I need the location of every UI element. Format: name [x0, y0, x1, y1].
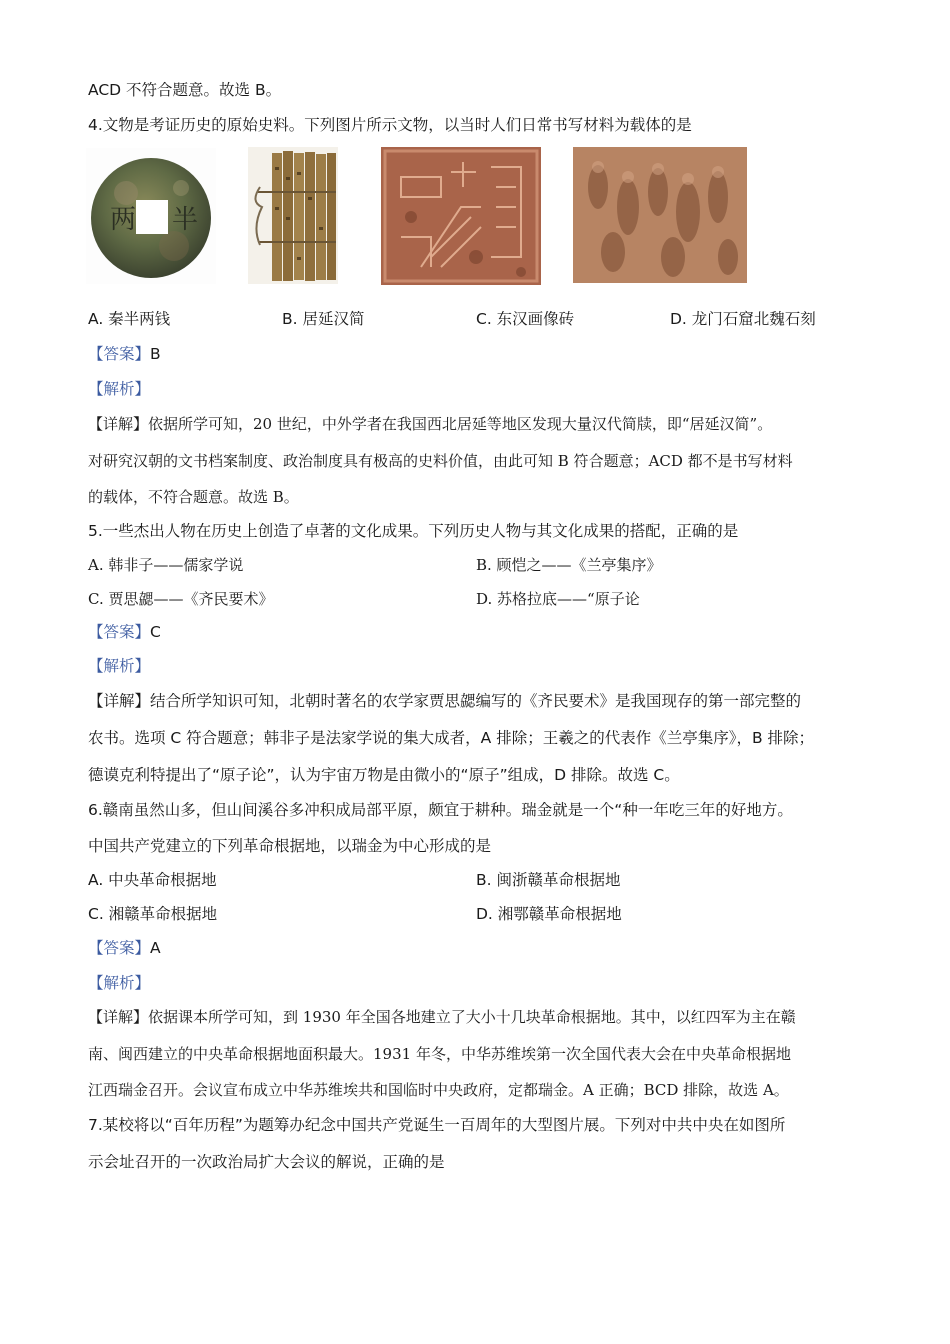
prev-answer-line: ACD 不符合题意。故选 B。	[88, 81, 282, 99]
longmen-stone-carving-image	[573, 147, 747, 283]
ban-liang-coin-image	[86, 148, 216, 284]
answer-tag: 【答案】	[88, 939, 151, 957]
detail-tag: 【详解】	[88, 415, 149, 433]
answer-tag: 【答案】	[88, 345, 151, 363]
q4-stem: 4.文物是考证历史的原始史料。下列图片所示文物，以当时人们日常书写材料为载体的是	[88, 116, 692, 134]
q5-option-c: C. 贾思勰——《齐民要术》	[88, 590, 274, 608]
q5-stem: 5.一些杰出人物在历史上创造了卓著的文化成果。下列历史人物与其文化成果的搭配，正确的是	[88, 522, 739, 540]
q6-option-a: A. 中央革命根据地	[88, 871, 217, 889]
answer-value: A	[150, 939, 161, 957]
q6-answer	[88, 937, 161, 959]
q4-option-d: D. 龙门石窟北魏石刻	[670, 310, 816, 328]
q7-stem-line-1: 7.某校将以“百年历程”为题筹办纪念中国共产党诞生一百周年的大型图片展。下列对中共中央在如图所	[88, 1116, 786, 1134]
q5-detail-line-2: 农书。选项 C 符合题意；韩非子是法家学说的集大成者，A 排除；王羲之的代表作《兰亭集序》，B 排除；	[88, 729, 815, 747]
q6-stem-line-2: 中国共产党建立的下列革命根据地，以瑞金为中心形成的是	[88, 837, 492, 855]
q5-analysis-tag: 【解析】	[88, 657, 151, 675]
q4-detail-line-3: 的载体，不符合题意。故选 B。	[88, 488, 299, 506]
q6-option-c: C. 湘赣革命根据地	[88, 905, 218, 923]
q6-option-d: D. 湘鄂赣革命根据地	[476, 905, 622, 923]
detail-tag: 【详解】	[88, 1008, 149, 1026]
q4-detail-line-1	[88, 413, 772, 435]
q6-detail-line-3: 江西瑞金召开。会议宣布成立中华苏维埃共和国临时中央政府，定都瑞金。A 正确；BCD 排除，故选 A。	[88, 1081, 789, 1099]
q4-analysis-tag: 【解析】	[88, 380, 151, 398]
q4-answer	[88, 343, 161, 365]
coin-glyph-right: 半	[172, 205, 199, 235]
detail-tag: 【详解】	[88, 692, 151, 710]
q5-answer	[88, 621, 161, 643]
q4-option-b: B. 居延汉简	[282, 310, 365, 328]
q7-stem-line-2: 示会址召开的一次政治局扩大会议的解说，正确的是	[88, 1153, 445, 1171]
coin-glyph-left: 两	[110, 205, 137, 235]
answer-value: B	[150, 345, 161, 363]
q6-analysis-tag: 【解析】	[88, 974, 151, 992]
detail-text: 结合所学知识可知，北朝时著名的农学家贾思勰编写的《齐民要术》是我国现存的第一部完整的	[150, 692, 802, 710]
q5-option-b: B. 顾恺之——《兰亭集序》	[476, 556, 662, 574]
q6-detail-line-1	[88, 1006, 796, 1028]
q6-option-b: B. 闽浙赣革命根据地	[476, 871, 621, 889]
juyan-bamboo-slips-image	[248, 147, 338, 284]
q5-detail-line-1	[88, 690, 801, 712]
han-pictorial-brick-image	[381, 147, 541, 285]
q5-option-a: A. 韩非子——儒家学说	[88, 556, 244, 574]
detail-text: 依据所学可知，20 世纪，中外学者在我国西北居延等地区发现大量汉代简牍，即“居延汉简”。	[148, 415, 773, 433]
answer-tag: 【答案】	[88, 623, 151, 641]
q6-stem-line-1: 6.赣南虽然山多，但山间溪谷多冲积成局部平原，颇宜于耕种。瑞金就是一个“种一年吃三年的好地方。	[88, 801, 793, 819]
q4-option-c: C. 东汉画像砖	[476, 310, 575, 328]
q4-detail-line-2: 对研究汉朝的文书档案制度、政治制度具有极高的史料价值，由此可知 B 符合题意；ACD 都不是书写材料	[88, 452, 793, 470]
q5-detail-line-3: 德谟克利特提出了“原子论”，认为宇宙万物是由微小的“原子”组成，D 排除。故选 C。	[88, 766, 680, 784]
detail-text: 依据课本所学可知，到 1930 年全国各地建立了大小十几块革命根据地。其中，以红四军为主在赣	[148, 1008, 796, 1026]
q5-option-d: D. 苏格拉底——“原子论	[476, 590, 640, 608]
q6-detail-line-2: 南、闽西建立的中央革命根据地面积最大。1931 年冬，中华苏维埃第一次全国代表大会在中央革命根据地	[88, 1045, 791, 1063]
answer-value: C	[150, 623, 161, 641]
q4-option-a: A. 秦半两钱	[88, 310, 171, 328]
